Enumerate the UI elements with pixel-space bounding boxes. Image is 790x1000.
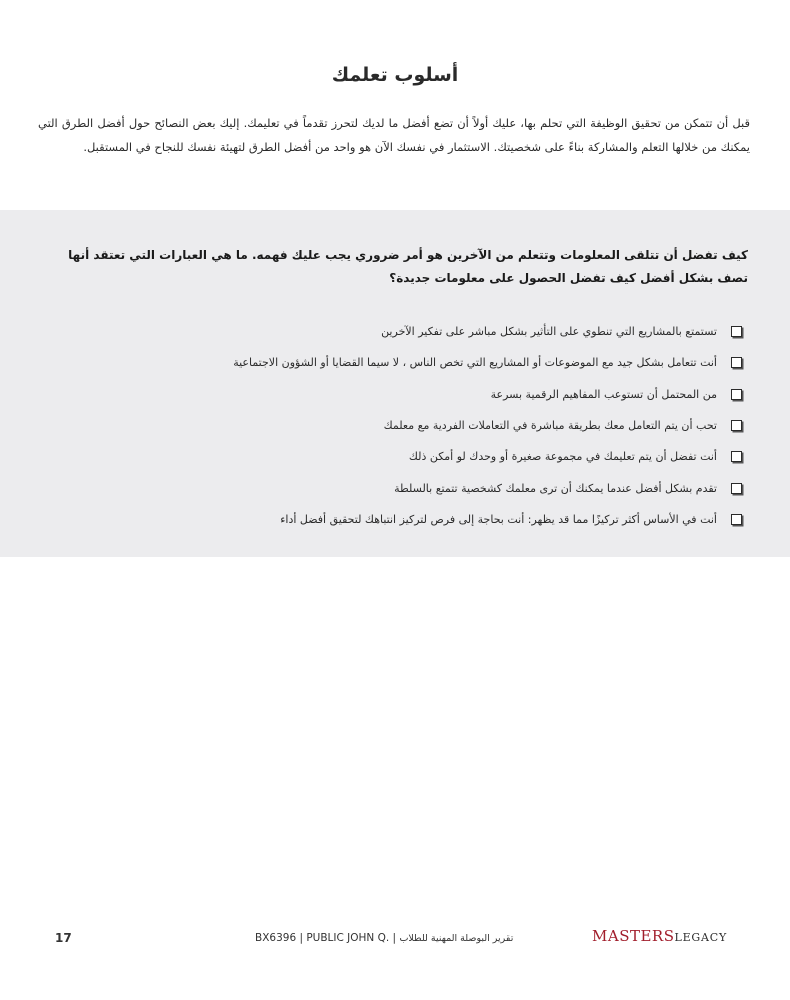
option-item[interactable] bbox=[42, 504, 742, 535]
option-label: من المحتمل أن تستوعب المفاهيم الرقمية بسرعة bbox=[490, 387, 717, 401]
brand-logo bbox=[592, 926, 727, 945]
document-title: تقرير البوصلة المهنية للطلاب bbox=[399, 933, 514, 944]
option-label: أنت تفضل أن يتم تعليمك في مجموعة صغيرة أو وحدك لو أمكن ذلك bbox=[408, 450, 717, 464]
option-label: أنت تتعامل بشكل جيد مع الموضوعات أو المشاريع التي تخص الناس ، لا سيما القضايا أو الشؤون الاجتماعية bbox=[233, 356, 717, 370]
question-text: كيف تفضل أن تتلقى المعلومات وتتعلم من الآخرين هو أمر ضروري يجب عليك فهمه. ما هي العبارات التي تعتقد أنها تصف بشكل أفضل كيف تفضل الحصول على معلومات جديدة؟ bbox=[68, 248, 748, 285]
checkbox[interactable] bbox=[731, 483, 742, 494]
option-item[interactable] bbox=[42, 347, 742, 378]
option-item[interactable] bbox=[42, 441, 742, 472]
option-item[interactable] bbox=[42, 379, 742, 410]
footer-document-info bbox=[255, 932, 513, 944]
document-code: BX6396 | PUBLIC JOHN Q. | bbox=[255, 932, 397, 944]
options-list bbox=[42, 316, 742, 535]
brand-logo-part1: MASTERS bbox=[592, 927, 675, 945]
option-item[interactable] bbox=[42, 316, 742, 347]
option-label: تستمتع بالمشاريع التي تنطوي على التأثير بشكل مباشر على تفكير الآخرين bbox=[381, 325, 717, 339]
intro-paragraph: قبل أن تتمكن من تحقيق الوظيفة التي تحلم بها، عليك أولاً أن تضع أفضل ما لديك لتحرز تقدماً في تعليمك. إليك بعض النصائح حول أفضل الطرق التي يمكنك من خلالها التعلم والمشاركة بناءً على شخصيتك. الاستثمار في نفسك الآن هو واحد من أفضل الطرق لتهيئة نفسك للنجاح في المستقبل. bbox=[38, 116, 750, 154]
checkbox[interactable] bbox=[731, 420, 742, 431]
option-label: أنت في الأساس أكثر تركيزًا مما قد يظهر: أنت بحاجة إلى فرص لتركيز انتباهك لتحقيق أفضل أداء bbox=[280, 512, 717, 526]
option-item[interactable] bbox=[42, 472, 742, 503]
checkbox[interactable] bbox=[731, 326, 742, 337]
option-label: تحب أن يتم التعامل معك بطريقة مباشرة في التعاملات الفردية مع معلمك bbox=[383, 419, 717, 433]
checkbox[interactable] bbox=[731, 389, 742, 400]
option-item[interactable] bbox=[42, 410, 742, 441]
checkbox[interactable] bbox=[731, 357, 742, 368]
page-number: 17 bbox=[55, 931, 72, 945]
page-title: أسلوب تعلمك bbox=[331, 64, 459, 86]
brand-logo-part2: LEGACY bbox=[674, 931, 728, 944]
checkbox[interactable] bbox=[731, 451, 742, 462]
option-label: تقدم بشكل أفضل عندما يمكنك أن ترى معلمك كشخصية تتمتع بالسلطة bbox=[394, 481, 717, 495]
checkbox[interactable] bbox=[731, 514, 742, 525]
